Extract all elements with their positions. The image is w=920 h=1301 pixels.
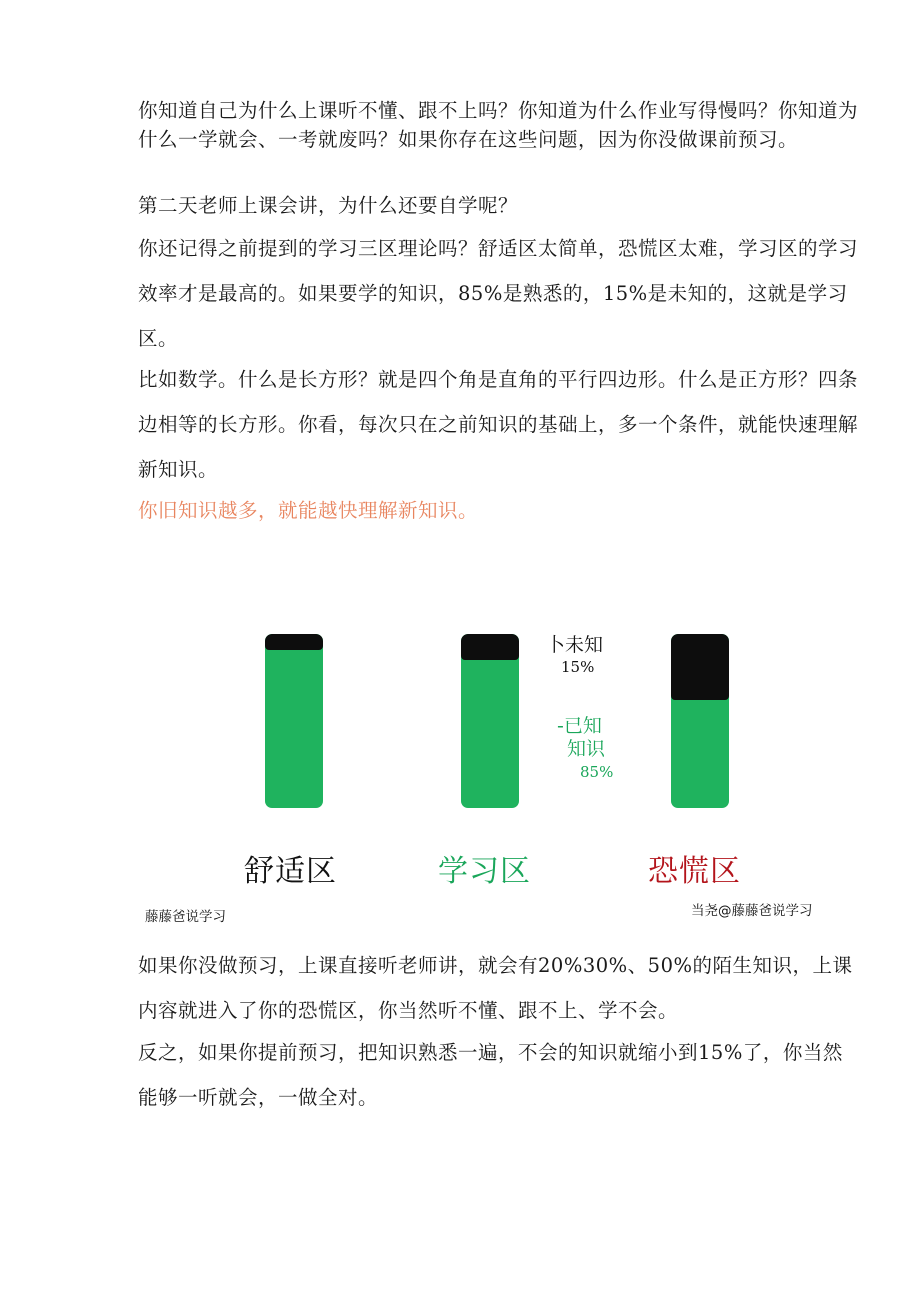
unknown-percent: 15%	[561, 658, 595, 676]
learning-zone-unknown-fill	[461, 634, 519, 660]
comfort-zone-unknown-fill	[265, 634, 323, 650]
question-paragraph: 第二天老师上课会讲，为什么还要自学呢？	[138, 194, 519, 217]
no-preview-paragraph: 如果你没做预习，上课直接听老师讲，就会有20%30%、50%的陌生知识，上课内容就进入了你的恐慌区，你当然听不懂、跟不上、学不会。	[138, 954, 853, 1022]
unknown-annotation: 卜未知	[546, 634, 604, 656]
panic-zone-label: 恐慌区	[648, 854, 741, 889]
known-annotation-line2: 知识	[567, 738, 606, 760]
theory-paragraph: 你还记得之前提到的学习三区理论吗？舒适区太简单，恐慌区太难，学习区的学习效率才是最高的。如果要学的知识，85%是熟悉的，15%是未知的，这就是学习区。	[138, 237, 859, 350]
highlight-paragraph: 你旧知识越多，就能越快理解新知识。	[138, 499, 479, 522]
three-zones-figure	[130, 610, 860, 930]
comfort-zone-bar	[265, 634, 323, 808]
comfort-zone-label: 舒适区	[244, 854, 337, 889]
learning-zone-label: 学习区	[438, 854, 531, 889]
panic-zone-bar	[671, 634, 729, 808]
known-annotation-line1: -已知	[557, 715, 602, 737]
learning-zone-bar	[461, 634, 519, 808]
intro-paragraph: 你知道自己为什么上课听不懂、跟不上吗？你知道为什么作业写得慢吗？你知道为什么一学就会、一考就废吗？如果你存在这些问题，因为你没做课前预习。	[138, 99, 859, 151]
watermark-right: 当尧@藤藤爸说学习	[691, 903, 813, 919]
known-percent: 85%	[580, 763, 614, 781]
math-example-paragraph: 比如数学。什么是长方形？就是四个角是直角的平行四边形。什么是正方形？四条边相等的长方形。你看，每次只在之前知识的基础上，多一个条件，就能快速理解新知识。	[138, 368, 859, 481]
watermark-left: 藤藤爸说学习	[145, 909, 226, 925]
with-preview-paragraph: 反之，如果你提前预习，把知识熟悉一遍，不会的知识就缩小到15%了，你当然能够一听就会，一做全对。	[138, 1041, 843, 1109]
panic-zone-unknown-fill	[671, 634, 729, 700]
